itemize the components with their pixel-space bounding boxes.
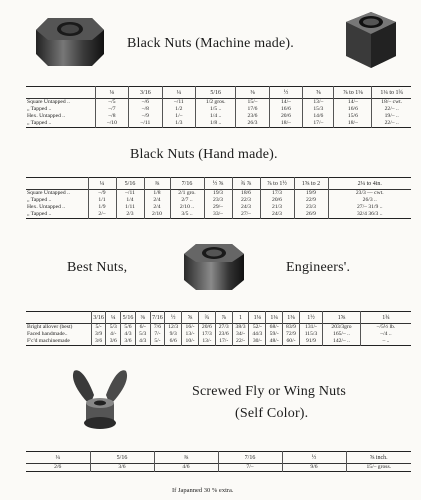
price-cell: 29/– <box>204 204 232 211</box>
price-cell: 5/- <box>150 338 165 346</box>
row-label: „ Tapped .. <box>26 106 95 113</box>
price-cell: 5/- <box>91 324 106 332</box>
price-cell: 14/6 <box>303 113 334 120</box>
section-title: Engineers'. <box>286 260 351 275</box>
price-cell: –/8 <box>95 113 128 120</box>
price-cell: 9/3 <box>165 331 182 338</box>
table-row <box>26 113 411 120</box>
table-header-cell <box>26 87 95 99</box>
price-cell: 6/- <box>135 324 150 332</box>
table-header-cell: 1½ <box>299 312 322 324</box>
price-cell: 38/3 <box>232 324 249 332</box>
price-cell: 59/- <box>266 331 283 338</box>
price-cell: 21/3 <box>260 204 294 211</box>
price-cell: 2/10 <box>144 211 170 219</box>
price-cell: –/10 <box>95 120 128 128</box>
price-cell: –/8 <box>129 106 162 113</box>
table-row <box>26 99 411 107</box>
price-cell: 4/- <box>106 331 121 338</box>
table-header-cell: ¼ <box>162 87 195 99</box>
table-header-row <box>26 312 411 324</box>
table-header-cell: ⅝ <box>303 87 334 99</box>
price-cell: 18/– <box>269 120 302 128</box>
table-header-cell: ½ ⅝ <box>204 178 232 190</box>
table-row <box>26 211 411 219</box>
table-header-cell: ⅝ inch. <box>369 454 388 461</box>
price-cell: 48/- <box>266 338 283 346</box>
price-cell: 19/– .. <box>384 113 399 119</box>
price-cell: 7/6 <box>150 324 165 332</box>
price-cell: 15/– <box>236 99 269 107</box>
price-cell: 16/- <box>182 324 199 332</box>
price-cell: 15/6 <box>334 113 372 120</box>
table-header-cell: ⅜ <box>135 312 150 324</box>
price-cell: 14/– <box>334 99 372 107</box>
table-header-row <box>26 87 411 99</box>
table-header-cell <box>26 178 88 190</box>
price-cell: 34/- <box>232 331 249 338</box>
table-header-cell: 2¼ to 4in. <box>357 180 382 187</box>
price-table-machine <box>26 86 411 128</box>
section-title: Screwed Fly or Wing Nuts <box>192 384 347 399</box>
row-label: Hex. Untapped .. <box>26 204 88 211</box>
price-cell: 1/3 <box>162 120 195 128</box>
price-cell: –/7 <box>95 106 128 113</box>
row-label: Faced handmade.. <box>26 331 91 338</box>
table-header-cell: ½ <box>269 87 302 99</box>
price-cell: 16/6 <box>269 106 302 113</box>
table-header-cell: 3/16 <box>91 312 106 324</box>
price-cell: 23/3 — cwt. <box>355 189 384 196</box>
price-cell: 3/6 <box>106 338 121 346</box>
price-table-wing <box>26 451 411 472</box>
table-row <box>26 338 411 346</box>
hex-nut-icon <box>178 238 250 294</box>
table-header-cell: ¾ ⅞ <box>232 178 260 190</box>
price-cell: 1/– <box>162 113 195 120</box>
price-cell: 1/8 <box>144 190 170 198</box>
price-cell: 15/– gross. <box>366 463 392 470</box>
table-row <box>26 464 411 472</box>
price-cell: 15/3 <box>303 106 334 113</box>
price-cell: 22/9 <box>294 197 328 204</box>
price-cell: 27/– 31/9 .. <box>357 204 383 210</box>
table-header-cell: ¼ <box>88 178 116 190</box>
price-cell: 2/6 <box>26 464 90 472</box>
price-cell: –/4 .. <box>380 331 392 337</box>
table-header-cell: 5/16 <box>196 87 236 99</box>
price-cell: 19/3 <box>204 190 232 198</box>
price-cell: 18/6 <box>232 190 260 198</box>
price-cell: 30/- <box>249 338 266 346</box>
table-row <box>26 190 411 198</box>
table-row <box>26 120 411 128</box>
price-cell: 16/6 <box>334 106 372 113</box>
row-label: Bright allover (best) <box>26 324 91 332</box>
row-label: „ Tapped .. <box>26 211 88 219</box>
price-cell: 24/3 <box>260 211 294 219</box>
row-label: Square Untapped .. <box>26 190 88 198</box>
price-cell: 13/- <box>182 331 199 338</box>
table-header-cell: ¾ <box>198 312 215 324</box>
table-row <box>26 197 411 204</box>
row-label: Square Untapped .. <box>26 99 95 107</box>
price-cell: 10/- <box>182 338 199 346</box>
table-row <box>26 331 411 338</box>
table-header-cell: 5/16 <box>121 312 136 324</box>
footnote: If Japanned 30 % extra. <box>172 487 234 494</box>
price-cell: 5/6 <box>121 324 136 332</box>
section-title: Black Nuts (Hand made). <box>130 147 278 162</box>
price-cell: 7/– <box>218 464 282 472</box>
row-label: „ Tapped .. <box>26 120 95 128</box>
price-cell: 1/8 .. <box>196 120 236 128</box>
table-header-cell: 1⅝ <box>323 312 361 324</box>
price-cell: 165/– .. <box>323 331 361 338</box>
table-row <box>26 204 411 211</box>
price-cell: 4/3 <box>135 338 150 346</box>
price-cell: 23/3 <box>204 197 232 204</box>
table-header-cell: ⅝ <box>182 312 199 324</box>
table-header-cell: ½ <box>165 312 182 324</box>
wing-nut-icon <box>60 365 140 437</box>
price-cell: 24/3 <box>232 204 260 211</box>
price-cell: 2/3 <box>116 211 144 219</box>
price-cell: 6/6 <box>165 338 182 346</box>
price-cell: 83/9 <box>283 324 300 332</box>
table-row <box>26 324 411 332</box>
price-cell: 2/4 <box>144 197 170 204</box>
price-cell: 44/3 <box>249 331 266 338</box>
table-header-cell: 1¼ <box>266 312 283 324</box>
price-cell: 14/– <box>269 99 302 107</box>
price-cell: 4/3 <box>121 331 136 338</box>
table-header-cell: ¼ <box>106 312 121 324</box>
table-header-cell: ⅛ <box>95 87 128 99</box>
price-cell: 17/– <box>303 120 334 128</box>
table-header-cell: 7/16 <box>170 178 204 190</box>
table-header-cell: 7/16 <box>150 312 165 324</box>
section-title: Black Nuts (Machine made). <box>127 36 294 51</box>
price-cell: 17/3 <box>198 331 215 338</box>
table-header-cell: 1 <box>232 312 249 324</box>
price-cell: –/9 <box>88 190 116 198</box>
table-header-cell: 5/16 <box>116 178 144 190</box>
price-cell: 26/9 <box>294 211 328 219</box>
table-header-cell: 3/16 <box>129 87 162 99</box>
table-row <box>26 106 411 113</box>
section-title: (Self Color). <box>235 406 309 421</box>
price-cell: 20/6 <box>260 197 294 204</box>
table-header-cell: 1¾ <box>382 314 390 321</box>
price-cell: 52/- <box>249 324 266 332</box>
price-cell: 5/3 <box>135 331 150 338</box>
table-header-cell: ⅜ <box>144 178 170 190</box>
price-table-best <box>26 311 411 346</box>
price-cell: 22/– .. <box>384 106 399 112</box>
price-table-hand <box>26 177 411 219</box>
price-cell: 20/6 <box>198 324 215 332</box>
price-cell: 203/3gro <box>323 324 361 332</box>
price-cell: –/11 <box>129 120 162 128</box>
price-cell: 1/1 <box>88 197 116 204</box>
table-header-cell: 1¼ to 1¾ <box>380 89 404 96</box>
price-cell: 68/- <box>266 324 283 332</box>
price-cell: 115/3 <box>299 331 322 338</box>
table-header-cell: ⅞ to 1⅛ <box>334 87 372 99</box>
price-cell: – .. <box>382 338 390 344</box>
price-cell: 18/– cwt. <box>381 98 403 105</box>
table-header-cell: ½ <box>282 452 346 464</box>
price-cell: 2/7 .. <box>170 197 204 204</box>
price-cell: 3/5 .. <box>170 211 204 219</box>
price-cell: 32/4 36/3 .. <box>357 211 383 217</box>
price-cell: –/5½ lb. <box>376 323 396 330</box>
price-cell: 3/9 <box>91 331 106 338</box>
price-cell: 3/6 <box>91 338 106 346</box>
price-cell: 2/4 <box>144 204 170 211</box>
table-header-cell: 1⅛ <box>249 312 266 324</box>
price-cell: 3/6 <box>90 464 154 472</box>
table-header-cell: 1⅜ <box>283 312 300 324</box>
row-label: Hex. Untapped .. <box>26 113 95 120</box>
price-cell: 26/3 .. <box>362 197 377 203</box>
price-cell: 12/3 <box>165 324 182 332</box>
price-cell: 60/- <box>283 338 300 346</box>
price-cell: 2/10 .. <box>170 204 204 211</box>
price-cell: 1/4 .. <box>196 113 236 120</box>
price-cell: 1/11 <box>116 204 144 211</box>
table-header-cell: ⅞ to 1½ <box>260 178 294 190</box>
price-cell: 23/6 <box>215 331 232 338</box>
price-cell: 19/9 <box>294 190 328 198</box>
price-cell: 91/9 <box>299 338 322 346</box>
price-cell: 17/6 <box>236 106 269 113</box>
price-cell: 4/6 <box>154 464 218 472</box>
table-header-cell: 1⅝ to 2 <box>294 178 328 190</box>
price-cell: 17/- <box>215 338 232 346</box>
table-header-row <box>26 178 411 190</box>
price-cell: 22/– .. <box>384 120 399 126</box>
price-cell: 20/6 <box>269 113 302 120</box>
price-cell: –/6 <box>129 99 162 107</box>
price-cell: 2/– <box>88 211 116 219</box>
price-cell: 9/6 <box>282 464 346 472</box>
price-cell: 27/– <box>232 211 260 219</box>
price-cell: 26/3 <box>236 120 269 128</box>
row-label: „ Tapped .. <box>26 197 88 204</box>
row-label: F'c'd machinemade <box>26 338 91 346</box>
price-cell: 23/3 <box>294 204 328 211</box>
price-cell: 142/– .. <box>323 338 361 346</box>
table-header-cell: 5/16 <box>90 452 154 464</box>
table-header-cell: ⅞ <box>215 312 232 324</box>
price-cell: 23/6 <box>236 113 269 120</box>
price-cell: –/11 <box>162 99 195 107</box>
price-cell: –/5 <box>95 99 128 107</box>
price-cell: 13/– <box>303 99 334 107</box>
section-title: Best Nuts, <box>67 260 128 275</box>
price-cell: 1/9 <box>88 204 116 211</box>
price-cell: 1/4 <box>116 197 144 204</box>
price-cell: 13/- <box>198 338 215 346</box>
price-cell: 5/3 <box>106 324 121 332</box>
price-cell: 22/- <box>232 338 249 346</box>
price-cell: 7/- <box>150 331 165 338</box>
table-header-cell: ¼ <box>26 452 90 464</box>
hex-nut-icon <box>336 8 406 72</box>
table-header-cell: 7/16 <box>218 452 282 464</box>
hex-nut-icon <box>30 10 110 72</box>
price-cell: 17/3 <box>260 190 294 198</box>
price-cell: 72/9 <box>283 331 300 338</box>
price-cell: 3/6 <box>121 338 136 346</box>
price-cell: 1/5 .. <box>196 106 236 113</box>
table-header-cell: ⅜ <box>236 87 269 99</box>
price-cell: 33/– <box>204 211 232 219</box>
price-cell: 22/3 <box>232 197 260 204</box>
price-cell: 27/3 <box>215 324 232 332</box>
table-header-cell <box>26 312 91 324</box>
price-cell: 18/– <box>334 120 372 128</box>
table-header-row <box>26 452 411 464</box>
price-cell: 1/2 <box>162 106 195 113</box>
price-cell: –/9 <box>129 113 162 120</box>
price-cell: 2/1 gro. <box>170 190 204 198</box>
price-cell: 131/- <box>299 324 322 332</box>
table-header-cell: ⅜ <box>154 452 218 464</box>
price-cell: 1/2 gros. <box>196 99 236 107</box>
price-cell: –/11 <box>116 190 144 198</box>
